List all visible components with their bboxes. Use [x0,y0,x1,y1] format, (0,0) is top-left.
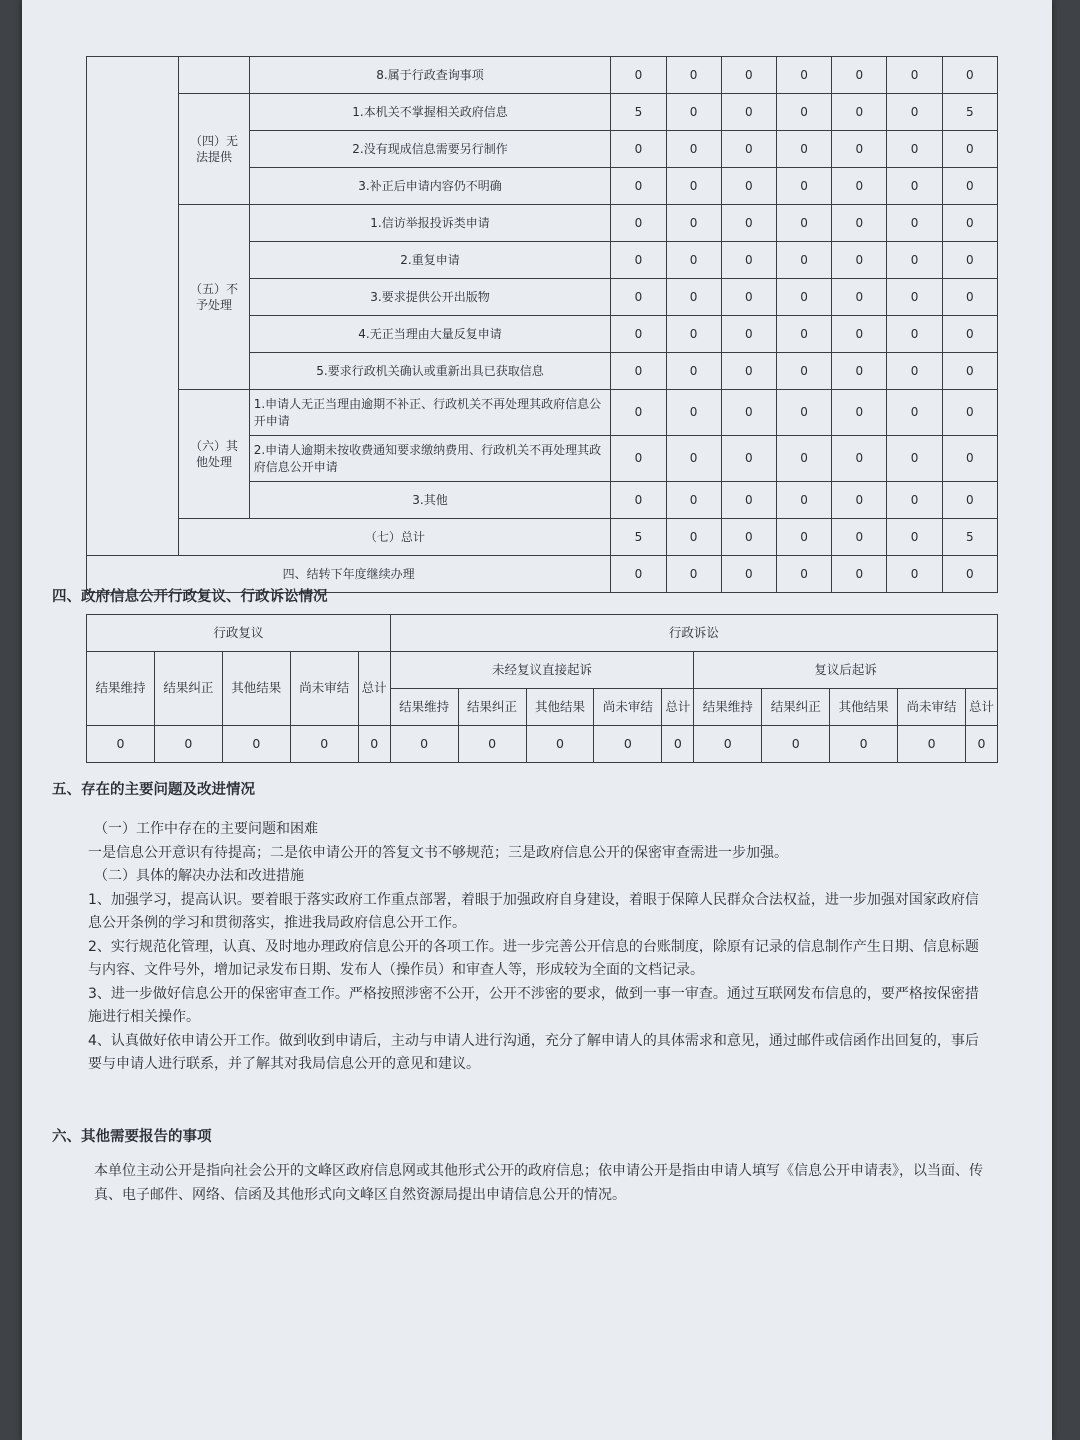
value-cell: 0 [942,168,997,205]
value-cell: 0 [887,390,942,436]
col-header: 总计 [662,689,694,726]
value-cell: 0 [776,436,831,482]
value-cell: 0 [666,57,721,94]
review-litigation-table [86,614,998,763]
value-cell: 0 [694,726,762,763]
value-cell: 0 [666,436,721,482]
table-row [87,205,998,242]
value-cell: 0 [222,726,290,763]
value-cell: 0 [832,556,887,593]
value-cell: 0 [611,556,666,593]
value-cell: 0 [721,168,776,205]
value-cell: 0 [887,519,942,556]
section-6-title: 六、其他需要报告的事项 [52,1129,212,1145]
value-cell: 0 [721,436,776,482]
value-cell: 0 [611,390,666,436]
value-cell: 0 [942,436,997,482]
row-label: 四、结转下年度继续办理 [87,556,611,593]
col-header: 其他结果 [830,689,898,726]
header-after-review: 复议后起诉 [694,652,998,689]
value-cell: 0 [776,556,831,593]
row-label: 3.要求提供公开出版物 [249,279,611,316]
col-header: 其他结果 [526,689,594,726]
value-cell: 0 [611,316,666,353]
value-cell: 0 [611,279,666,316]
value-cell: 0 [887,57,942,94]
value-cell: 0 [721,556,776,593]
value-cell: 0 [666,353,721,390]
row-label: 4.无正当理由大量反复申请 [249,316,611,353]
value-cell: 0 [942,242,997,279]
paragraph: 4、认真做好依申请公开工作。做到收到申请后，主动与申请人进行沟通，充分了解申请人的具体需求和意见，通过邮件或信函作出回复的，事后要与申请人进行联系，并了解其对我局信息公开的意见和建议。 [88,1032,979,1072]
section-6-body [94,1160,984,1207]
value-cell: 0 [611,205,666,242]
value-cell: 0 [942,279,997,316]
value-cell: 0 [721,482,776,519]
paragraph: 一是信息公开意识有待提高；二是依申请公开的答复文书不够规范；三是政府信息公开的保密审查需进一步加强。 [88,844,788,861]
outer-cell [87,57,179,556]
group-label: （六）其他处理 [179,390,249,519]
value-cell: 0 [526,726,594,763]
col-header: 结果维持 [694,689,762,726]
value-cell: 0 [611,353,666,390]
value-cell: 0 [887,482,942,519]
row-label: 8.属于行政查询事项 [249,57,611,94]
value-cell: 0 [390,726,458,763]
row-label: 3.其他 [249,482,611,519]
value-cell: 0 [887,168,942,205]
value-cell: 0 [776,519,831,556]
value-cell: 0 [832,131,887,168]
row-label: 1.申请人无正当理由逾期不补正、行政机关不再处理其政府信息公开申请 [249,390,611,436]
value-cell: 0 [87,726,155,763]
value-cell: 0 [666,131,721,168]
value-cell: 0 [887,316,942,353]
value-cell: 0 [776,390,831,436]
section-5-title: 五、存在的主要问题及改进情况 [52,782,255,798]
col-header: 结果维持 [390,689,458,726]
value-cell: 0 [942,57,997,94]
value-cell: 0 [721,57,776,94]
value-cell: 0 [887,556,942,593]
value-cell: 0 [776,57,831,94]
value-cell: 0 [942,482,997,519]
value-cell: 0 [666,205,721,242]
value-cell: 0 [832,316,887,353]
table-row [87,57,998,94]
paragraph: 1、加强学习，提高认识。要着眼于落实政府工作重点部署，着眼于加强政府自身建设，着眼于保障人民群众合法权益，进一步加强对国家政府信息公开条例的学习和贯彻落实，推进我局政府信息公开工作。 [88,891,979,931]
statistics-table [86,56,998,593]
value-cell: 0 [887,242,942,279]
value-cell: 0 [721,94,776,131]
value-cell: 0 [887,205,942,242]
value-cell: 0 [776,316,831,353]
value-cell: 0 [776,353,831,390]
value-cell: 0 [832,57,887,94]
value-cell: 0 [832,94,887,131]
value-cell: 0 [887,436,942,482]
value-cell: 0 [611,482,666,519]
value-cell: 0 [666,482,721,519]
col-header: 其他结果 [222,652,290,726]
value-cell: 0 [776,205,831,242]
group-label: （五）不予处理 [179,205,249,390]
paragraph: （二）具体的解决办法和改进措施 [94,868,304,884]
col-header: 尚未审结 [594,689,662,726]
value-cell: 0 [942,353,997,390]
col-header: 总计 [966,689,998,726]
table-row [87,390,998,436]
value-cell: 0 [666,168,721,205]
row-label: 3.补正后申请内容仍不明确 [249,168,611,205]
value-cell: 0 [611,168,666,205]
value-cell: 5 [942,519,997,556]
value-cell: 0 [832,279,887,316]
header-direct-litigation: 未经复议直接起诉 [390,652,694,689]
paragraph: 2、实行规范化管理，认真、及时地办理政府信息公开的各项工作。进一步完善公开信息的台账制度，除原有记录的信息制作产生日期、信息标题与内容、文件号外，增加记录发布日期、发布人（操作员）和审查人等，形成较为全面的文档记录。 [88,938,979,978]
value-cell: 0 [776,482,831,519]
section-5-body [88,818,984,1077]
table-row [87,726,998,763]
value-cell: 0 [830,726,898,763]
col-header: 总计 [358,652,390,726]
row-label: 1.本机关不掌握相关政府信息 [249,94,611,131]
col-header: 结果纠正 [154,652,222,726]
value-cell: 0 [721,316,776,353]
value-cell: 0 [721,242,776,279]
value-cell: 0 [887,353,942,390]
group-cell [179,57,249,94]
value-cell: 0 [898,726,966,763]
value-cell: 0 [776,168,831,205]
value-cell: 0 [666,556,721,593]
row-label: 5.要求行政机关确认或重新出具已获取信息 [249,353,611,390]
value-cell: 0 [721,279,776,316]
header-admin-litigation: 行政诉讼 [390,615,997,652]
value-cell: 0 [776,131,831,168]
value-cell: 5 [611,519,666,556]
value-cell: 0 [832,482,887,519]
value-cell: 0 [721,205,776,242]
paragraph: 3、进一步做好信息公开的保密审查工作。严格按照涉密不公开，公开不涉密的要求，做到一事一审查。通过互联网发布信息的，要严格按保密措施进行相关操作。 [88,985,979,1025]
value-cell: 0 [832,436,887,482]
value-cell: 0 [832,390,887,436]
row-label: （七）总计 [179,519,611,556]
col-header: 尚未审结 [290,652,358,726]
value-cell: 0 [832,519,887,556]
value-cell: 0 [666,316,721,353]
table-row [87,94,998,131]
paragraph: （一）工作中存在的主要问题和困难 [94,821,318,837]
value-cell: 0 [832,353,887,390]
value-cell: 5 [942,94,997,131]
document-page [22,0,1052,1440]
value-cell: 0 [458,726,526,763]
value-cell: 0 [611,436,666,482]
value-cell: 0 [887,131,942,168]
value-cell: 0 [721,390,776,436]
value-cell: 0 [611,242,666,279]
value-cell: 0 [666,94,721,131]
value-cell: 0 [832,168,887,205]
value-cell: 0 [611,57,666,94]
value-cell: 0 [832,205,887,242]
section-4-title: 四、政府信息公开行政复议、行政诉讼情况 [52,589,328,605]
value-cell: 0 [721,131,776,168]
col-header: 结果维持 [87,652,155,726]
value-cell: 0 [358,726,390,763]
value-cell: 0 [832,242,887,279]
value-cell: 0 [942,316,997,353]
value-cell: 0 [666,279,721,316]
value-cell: 0 [887,279,942,316]
row-label: 2.重复申请 [249,242,611,279]
value-cell: 0 [887,94,942,131]
value-cell: 0 [762,726,830,763]
value-cell: 0 [966,726,998,763]
value-cell: 0 [776,242,831,279]
table-row [87,519,998,556]
value-cell: 0 [611,131,666,168]
header-admin-review: 行政复议 [87,615,391,652]
value-cell: 0 [942,390,997,436]
paragraph: 本单位主动公开是指向社会公开的文峰区政府信息网或其他形式公开的政府信息；依申请公开是指由申请人填写《信息公开申请表》，以当面、传真、电子邮件、网络、信函及其他形式向文峰区自然资源局提出申请信息公开的情况。 [94,1163,983,1203]
value-cell: 0 [290,726,358,763]
group-label: （四）无法提供 [179,94,249,205]
col-header: 尚未审结 [898,689,966,726]
value-cell: 0 [776,279,831,316]
value-cell: 0 [666,390,721,436]
value-cell: 0 [942,556,997,593]
value-cell: 0 [666,519,721,556]
col-header: 结果纠正 [762,689,830,726]
value-cell: 0 [721,519,776,556]
value-cell: 0 [776,94,831,131]
value-cell: 0 [942,205,997,242]
value-cell: 0 [594,726,662,763]
row-label: 1.信访举报投诉类申请 [249,205,611,242]
value-cell: 0 [154,726,222,763]
row-label: 2.申请人逾期未按收费通知要求缴纳费用、行政机关不再处理其政府信息公开申请 [249,436,611,482]
value-cell: 0 [666,242,721,279]
value-cell: 0 [942,131,997,168]
value-cell: 0 [662,726,694,763]
value-cell: 0 [721,353,776,390]
col-header: 结果纠正 [458,689,526,726]
row-label: 2.没有现成信息需要另行制作 [249,131,611,168]
value-cell: 5 [611,94,666,131]
